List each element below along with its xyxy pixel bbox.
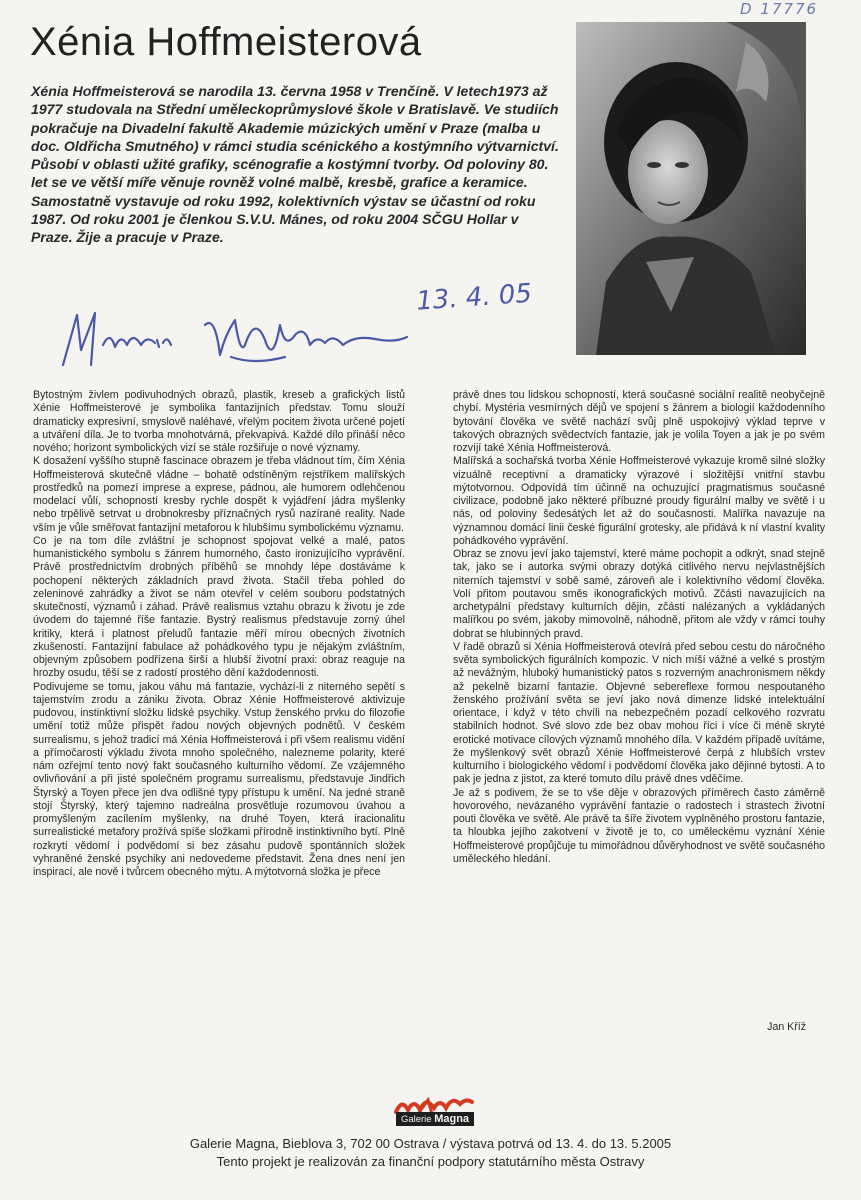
logo-word-magna: Magna [434,1113,470,1125]
article-paragraph: V řadě obrazů si Xénia Hoffmeisterová otevírá před sebou cestu do náročného světa symbolických figurálních kompozic. V nich míší vážné a velké s prostým až nevážným, hluboký humanistický patos s rozverným anachronismem někdy až pekelně bizarní fantazie. Objevné sebereflexe formou nespoutaného ženského prožívání světa se jeví jako nová dimenze lidské intelektuální orientace, i když v této chvíli na nebezpečném pozadí celkového rozvratu stabilních hodnot. Své slovo zde bez obav mohou říci i více či méně skryté erotické motivace cílových významů mnohého díla. V každém případě uvítáme, že myšlenkový svět obrazů Xénie Hoffmeisterové čerpá z hlubších vrstev kulturního i biologického vědomí i podvědomí člověka jako dějinné bytosti. A to pak je jedna z jistot, za které tomuto dílu právě dnes vděčíme. [453,640,825,786]
article-author: Jan Kříž [767,1021,806,1033]
article-paragraph: K dosažení vyššího stupně fascinace obrazem je třeba vládnout tím, čím Xénia Hoffmeisterová skutečně vládne – bohatě odstíněným rejstříkem malířských prostředků na pomezí imprese a exprese, pádnou, ale humorem odlehčenou modelací vůlí, schopností kresby rychle dospět k vyjádření jádra myšlenky nebo trpělivě setrvat u drobnokresby příznačných rysů nazírané reality. Nade vším je vůle směřovat fantazijní metaforou k hlubšímu symbolickému významu. [33,455,405,534]
handwritten-date [408,270,588,318]
archive-mark: D 17776 [740,0,819,18]
logo-word-galerie: Galerie [400,1114,432,1125]
article-paragraph: Bytostným živlem podivuhodných obrazů, plastik, kreseb a grafických listů Xénie Hoffmeisterové je symbolika fantazijních představ. Tomu slouží dramaticky expresivní, smyslově naléhavé, vřelým pocitem života určené pojetí a utváření díla. Je to tvorba mnohotvárná, překvapivá. Každé dílo přináší něco nového; horizont symbolických vizí se stále rozšiřuje o nové významy. [33,389,405,454]
portrait-image [576,22,806,355]
article-column-right [453,389,825,866]
logo-wordmark [396,1112,474,1126]
footer-address: Galerie Magna, Bieblova 3, 702 00 Ostrava / výstava potrvá od 13. 4. do 13. 5.2005 [189,1136,672,1151]
article-paragraph: Co je na tom díle zvláštní je schopnost spojovat velké a malé, patos humanistického symbolu s žánrem humorného, často ironizujícího vyprávění. Právě prostřednictvím drobných příběhů se mnohdy lépe dostáváme k pochopení některých základních pravd života. Stačil třeba pohled do zeleninové zahrádky a život se nám otevřel v celém souboru podstatných skutečností, významů i záhad. Právě realismus vztahu obrazu k životu je zde úvodem do tajemné říše fantazie. Bystrý realismus představuje zorný úhel kritiky, která i platnost přeludů fantazie měří mírou obecných životních zkušeností. Fantazijní fabulace až pohádkového typu je nějakým zvláštním, objevným způsobem podřízena širší a hlubší životní praxi: obraz reaguje na hrozby osudu, těší se z radostí prostého dění každodennosti. [33,534,405,680]
footer-sponsor-note: Tento projekt je realizován za finanční podpory statutárního města Ostravy [216,1154,645,1169]
artist-bio: Xénia Hoffmeisterová se narodila 13. června 1958 v Trenčíně. V letech1973 až 1977 studovala na Střední uměleckoprůmyslové škole v Bratislavě. Ve studiích pokračuje na Divadelní fakultě Akademie múzických umění v Praze (malba u doc. Oldřicha Smutného) v rámci studia scénického a kostýmního výtvarnictví. Působí v oblasti užité grafiky, scénografie a kostýmní tvorby. Od poloviny 80. let se ve větší míře věnuje rovněž volné malbě, kresbě, grafice a keramice. Samostatně vystavuje od roku 1992, kolektivních výstav se účastní od roku 1987. Od roku 2001 je členkou S.V.U. Mánes, od roku 2004 SČGU Hollar v Praze. Žije a pracuje v Praze. [31,83,559,246]
article-column-left [33,389,405,879]
article-paragraph: Je až s podivem, že se to vše děje v obrazových příměrech často záměrně hovorového, nevázaného vyprávění fantazie o radostech i strastech životní pouti člověka ve světě. Ale právě ta šíře životem vyplněného prostoru fantazie, ta hloubka jejího zakotvení v životě je to, co uměleckému vyznání Xénie Hoffmeisterové propůjčuje tu mimořádnou důvěryhodnost ve světě současného uměleckého hledání. [453,786,825,865]
article-paragraph: Malířská a sochařská tvorba Xénie Hoffmeisterové vykazuje kromě silné složky vizuálně receptivní a dramaticky výrazové i složitější vnitřní stavbu mýtotvornou. Odpovídá tím účinně na ochuzující pragmatismus současné civilizace, podobně jako některé příbuzné proudy figurální malby ve světě i u nás, od poloviny šedesátých let až do současnosti. Malířka navazuje na významnou domácí linii české figurální grotesky, ale přidává k ní vlastní kvality pohádkového vyprávění. [453,455,825,547]
article-paragraph: právě dnes tou lidskou schopností, která současné sociální realitě neobyčejně chybí. Mystéria vesmírných dějů ve spojení s žánrem a biologií každodenního bytování člověka ve světě nachází svůj plně uspokojivý výklad teprve v takových obrazných svědectvích fantazie, jak je volila Toyen a jak je po svém rozvíjí také Xénia Hoffmeisterová. [453,389,825,454]
article-paragraph: Podivujeme se tomu, jakou váhu má fantazie, vychází-li z niterného sepětí s tajemstvím zrodu a zániku života. Obraz Xénie Hoffmeisterové aktivizuje pudovou, instinktivní složku lidské psychiky. Vstup ženského prvku do filozofie umění totiž může přispět řadou nových objevných podnětů. V českém surrealismu, s jehož tradicí má Xénia Hoffmeisterová i při všem realismu vidění a přímočarosti výkladu života mnoho společného, nalezneme polarity, které nám ozřejmí tento nový fakt současného kulturního vědomí. Ze vzájemného ovlivňování a při jisté společném programu surrealismu, představuje Jindřich Štyrský a Toyen přece jen dva odlišné typy přístupu k umění. Na jedné straně stojí Štyrský, který tajemno nadreálna prosvětluje rozumovou úvahou a promyšleným zacílením myšlenky, na druhé Toyen, která iracionalitu surrealistické metafory prožívá spíše složkami přírodně instinktivního bytí. Plně rozkrytí vědomí i podvědomí si bez zásahu pudově spontánních složek vyhraněné ženské psychiky ani nedovedeme představit. Žena dnes není jen inspirací, ale nově i tvůrcem obecného mýtu. A mýtotvorná složka je přece [33,680,405,878]
article-paragraph: Obraz se znovu jeví jako tajemství, které máme pochopit a odkrýt, snad stejně tak, jako se i autorka svými obrazy dotýká citlivého nervu nejvlastnějších niterních tajemství v sobě samé, zároveň ale i kolektivního vědomí člověka. Volí přitom poutavou směs ikonografických motivů. Zčásti navazujících na archetypální představy kulturních dějin, zčásti nalézaných a vykládaných malířkou po svém, jakoby mimovolně, náhodně, přitom ale vždy v rámci touhy dobrat se hlubinných pravd. [453,548,825,640]
page-title: Xénia Hoffmeisterová [30,20,422,64]
svg-text:13. 4. 05: 13. 4. 05 [415,278,533,317]
handwritten-signature [55,295,415,375]
artist-portrait-photo [576,22,806,355]
